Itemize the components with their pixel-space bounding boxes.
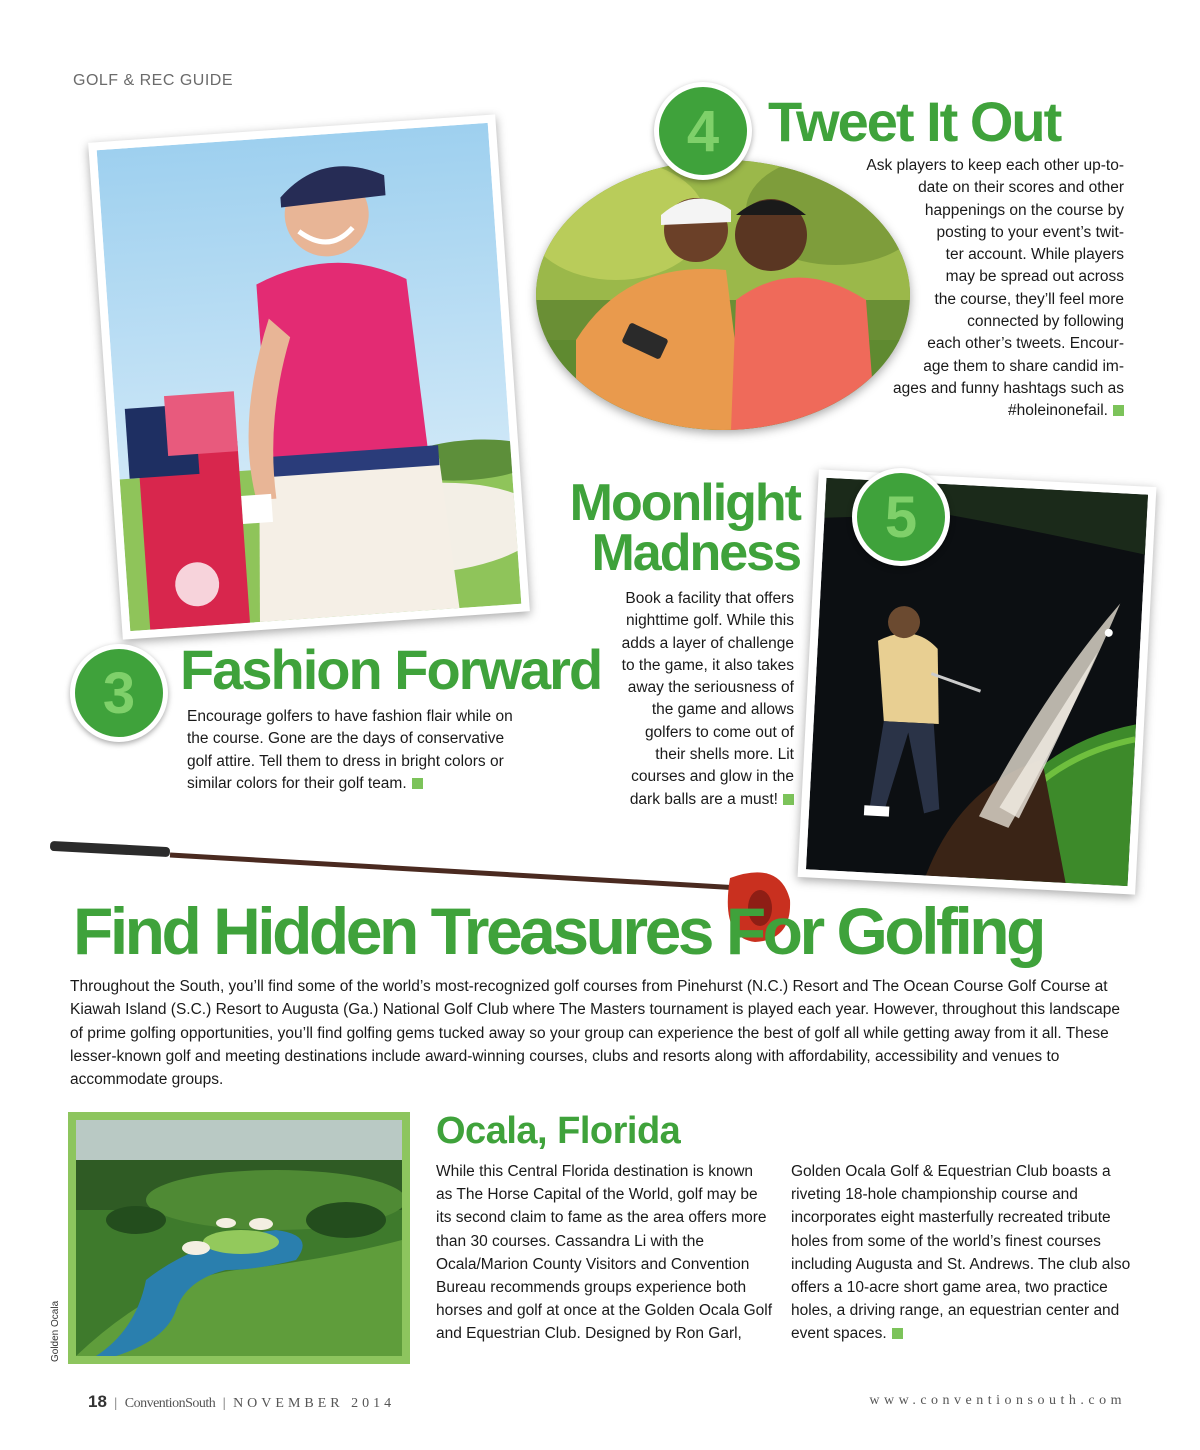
end-mark (783, 794, 794, 805)
moonlight-line: Moonlight (569, 474, 800, 532)
tweet-line: the course, they’ll feel more (934, 290, 1124, 308)
number-5-label: 5 (884, 484, 918, 550)
page-footer-left (88, 1392, 395, 1412)
fashion-forward-text: Encourage golfers to have fashion flair while on the course. Gone are the days of conservative golf attire. Tell them to dress in bright colors or similar colors for their golf team. (187, 708, 513, 792)
fashion-golfer-photo (88, 114, 530, 639)
tweet-line: happenings on the course by (924, 201, 1124, 219)
tweet-line: posting to your event’s twit- (936, 223, 1124, 241)
tweet-line: may be spread out across (945, 268, 1124, 286)
moonlight-line-text: dark balls are a must! (629, 790, 778, 808)
ocala-photo (68, 1112, 410, 1364)
moonlight-line-text: courses and glow in the (631, 768, 794, 786)
ocala-column-2-text: Golden Ocala Golf & Equestrian Club boasts a riveting 18-hole championship course and incorporates eight masterfully recreated tribute holes from some of the world’s finest courses including Augusta and St. Andrews. The club also offers a 10-acre short game area, two practice holes, a driving range, an equestrian center and event spaces. (791, 1163, 1131, 1343)
moonlight-madness-body (554, 588, 794, 811)
ocala-course-image (76, 1120, 402, 1356)
number-4-badge (654, 82, 752, 180)
tweet-line: connected by following (967, 313, 1124, 331)
end-mark (1113, 405, 1124, 416)
section-label: GOLF & REC GUIDE (73, 72, 234, 89)
tweet-line: Ask players to keep each other up-to- (866, 157, 1124, 174)
ocala-column-2 (791, 1160, 1131, 1346)
fashion-golfer-image (97, 123, 522, 631)
feature-intro: Throughout the South, you’ll find some of the world’s most-recognized golf courses from Pinehurst (N.C.) Resort and The Ocean Course Golf Course at Kiawah Island (S.C.) Resort to Augusta (Ga.) National Golf Club where The Masters tournament is played each year. However, throughout this landscape of prime golfing opportunities, you’ll find golfing gems tucked away so your group can experience the best of golf all while getting away from it all. These lesser-known golf and meeting destinations include award-winning courses, clubs and resorts along with affordability, accessibility and venues to accommodate groups. (70, 978, 1120, 1089)
issue-date: NOVEMBER 2014 (233, 1396, 396, 1411)
tweet-line: #holeinonefail. (1008, 402, 1108, 420)
photo-credit: Golden Ocala (50, 1300, 61, 1362)
footer-separator: | (114, 1396, 118, 1411)
tweet-it-out-heading: Tweet It Out (768, 90, 1061, 153)
number-3-badge (70, 644, 168, 742)
night-golf-photo (798, 469, 1157, 894)
ocala-column-1: While this Central Florida destination is known as The Horse Capital of the World, golf may be its second claim to fame as the area offers more than 30 courses. Cassandra Li with the Ocala/Marion County Visitors and Convention Bureau recommends groups experience both horses and golf at once at the Golden Ocala Golf and Equestrian Club. Designed by Ron Garl, (436, 1163, 773, 1343)
moonlight-line-text: adds a layer of challenge (621, 634, 794, 652)
end-mark (892, 1328, 903, 1339)
madness-line: Madness (591, 524, 800, 582)
moonlight-line-text: the game and allows (651, 701, 794, 719)
feature-heading: Find Hidden Treasures For Golfing (73, 894, 1043, 968)
tweet-line: date on their scores and other (918, 179, 1124, 197)
page-number: 18 (88, 1392, 107, 1411)
ocala-heading: Ocala, Florida (436, 1110, 681, 1152)
footer-separator: | (222, 1396, 226, 1411)
website-url: www.conventionsouth.com (869, 1393, 1126, 1408)
magazine-name: ConventionSouth (124, 1396, 216, 1411)
moonlight-line-text: their shells more. Lit (655, 746, 794, 764)
tweet-it-out-body (804, 155, 1124, 423)
end-mark (412, 778, 423, 789)
number-3-label: 3 (102, 660, 136, 726)
moonlight-line-text: away the seriousness of (627, 679, 794, 697)
tweet-line: age them to share candid im- (923, 357, 1124, 375)
number-4-label: 4 (686, 98, 720, 164)
moonlight-line-text: Book a facility that offers (625, 590, 794, 607)
tweet-line: each other’s tweets. Encour- (927, 335, 1124, 353)
fashion-forward-heading: Fashion Forward (180, 638, 602, 701)
tweet-line: ter account. While players (945, 246, 1124, 264)
tweet-line: ages and funny hashtags such as (893, 379, 1124, 397)
number-5-badge (852, 468, 950, 566)
moonlight-line-text: to the game, it also takes (621, 656, 794, 674)
moonlight-line-text: golfers to come out of (644, 723, 794, 741)
moonlight-madness-heading (569, 474, 800, 582)
fashion-forward-body (187, 706, 527, 795)
moonlight-line-text: nighttime golf. While this (626, 612, 794, 630)
